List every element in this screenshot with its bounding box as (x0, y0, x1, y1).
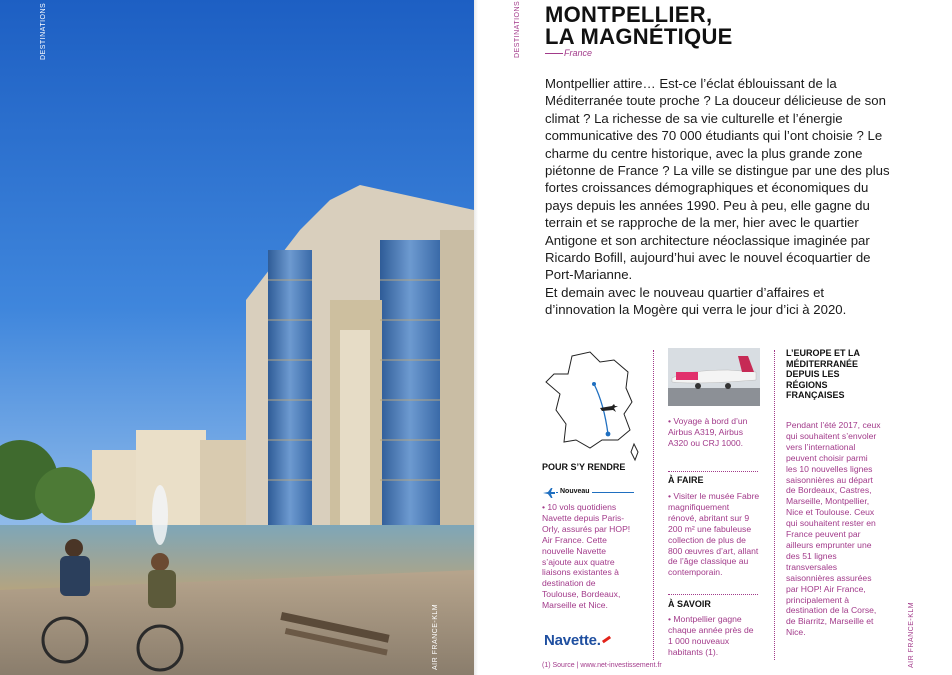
navette-logo-mark (602, 636, 611, 644)
aircraft-text: • Voyage à bord d’un Airbus A319, Airbus A320 ou CRJ 1000. (668, 416, 748, 448)
title-line-2: LA MAGNÉTIQUE (545, 24, 733, 49)
regions-heading: L’EUROPE ET LA MÉDITERRANÉE DEPUIS LES RÉGIONS FRANÇAISES (786, 348, 860, 400)
hop-aircraft-photo (668, 348, 760, 406)
body-paragraph: Et demain avec le nouveau quartier d’affaires et d’innovation la Mogère qui verra le jour d’ici à 2020. (545, 284, 847, 318)
source-footnote: (1) Source | www.net-investissement.fr (542, 662, 662, 669)
article-subtitle: France (545, 48, 592, 58)
body-paragraph: Montpellier attire… Est-ce l’éclat éblouissant de la Méditerranée toute proche ? La douceur délicieuse de son climat ? La richesse de sa vie culturelle et l’énergie communicative des 70 000 étudiants qui l’ont choisie ? Le charme du centre historique, avec la plus grande zone piétonne de France ? La ville se distingue par une des plus fortes croissances démographiques et économiques du pays depuis les années 1990. Peu à peu, elle gagne du terrain et se rapproche de la mer, hier avec le quartier Antigone et son architecture néoclassique imaginée par Ricardo Bofill, aujourd’hui avec le nouvel écoquartier de Port-Marianne. (545, 76, 890, 283)
article-title (545, 4, 733, 48)
article-body (545, 75, 895, 319)
right-vertical-section-label: DESTINATIONS (514, 0, 521, 58)
regions-text: Pendant l’été 2017, ceux qui souhaitent s’envoler vers l’international peuvent choisir parmi les 10 nouvelles lignes saisonnières au départ de Bordeaux, Castres, Marseille, Montpellier, Nice et Toulouse. Ceux qui souhaitent rester en France peuvent par ailleurs emprunter une des 51 lignes transversales saisonnières assurées par HOP! Air France, principalement à destination de la Corse, de Biarritz, Marseille et Nice. (786, 420, 881, 638)
things-to-do-text: • Visiter le musée Fabre magnifiquement rénové, abritant sur 9 200 m² une fabuleuse collection de plus de 800 œuvres d’art, allant de l’âge classique au contemporain. (668, 491, 760, 578)
good-to-know-text: • Montpellier gagne chaque année près de 1 000 nouveaux habitants (1). (668, 614, 754, 657)
things-to-do-heading: À FAIRE (668, 475, 704, 485)
section-divider (668, 594, 758, 595)
right-vertical-brand-label: AIR FRANCE-KLM (908, 601, 915, 668)
section-divider (668, 471, 758, 472)
column-divider (774, 350, 775, 660)
left-page (0, 0, 474, 675)
navette-logo-text: Navette. (544, 632, 601, 649)
title-line-1: MONTPELLIER, (545, 2, 713, 27)
montpellier-antigone-building-photo (0, 0, 474, 675)
nouveau-banner (542, 487, 634, 499)
france-map-icon (542, 348, 642, 463)
airplane-icon (542, 487, 556, 499)
left-vertical-section-label: DESTINATIONS (40, 2, 47, 60)
travel-heading: POUR S’Y RENDRE (542, 462, 626, 472)
travel-text: • 10 vols quotidiens Navette depuis Paris-Orly, assurés par HOP! Air France. Cette nouvelle Navette s’ajoute aux quatre liaisons existantes à destination de Toulouse, Bordeaux, Marseille et Nice. (542, 502, 631, 611)
right-page (478, 0, 952, 675)
good-to-know-heading: À SAVOIR (668, 599, 711, 609)
navette-logo (544, 632, 611, 649)
column-divider (653, 350, 654, 660)
nouveau-label: Nouveau (558, 487, 592, 498)
left-vertical-brand-label: AIR FRANCE-KLM (432, 603, 439, 670)
